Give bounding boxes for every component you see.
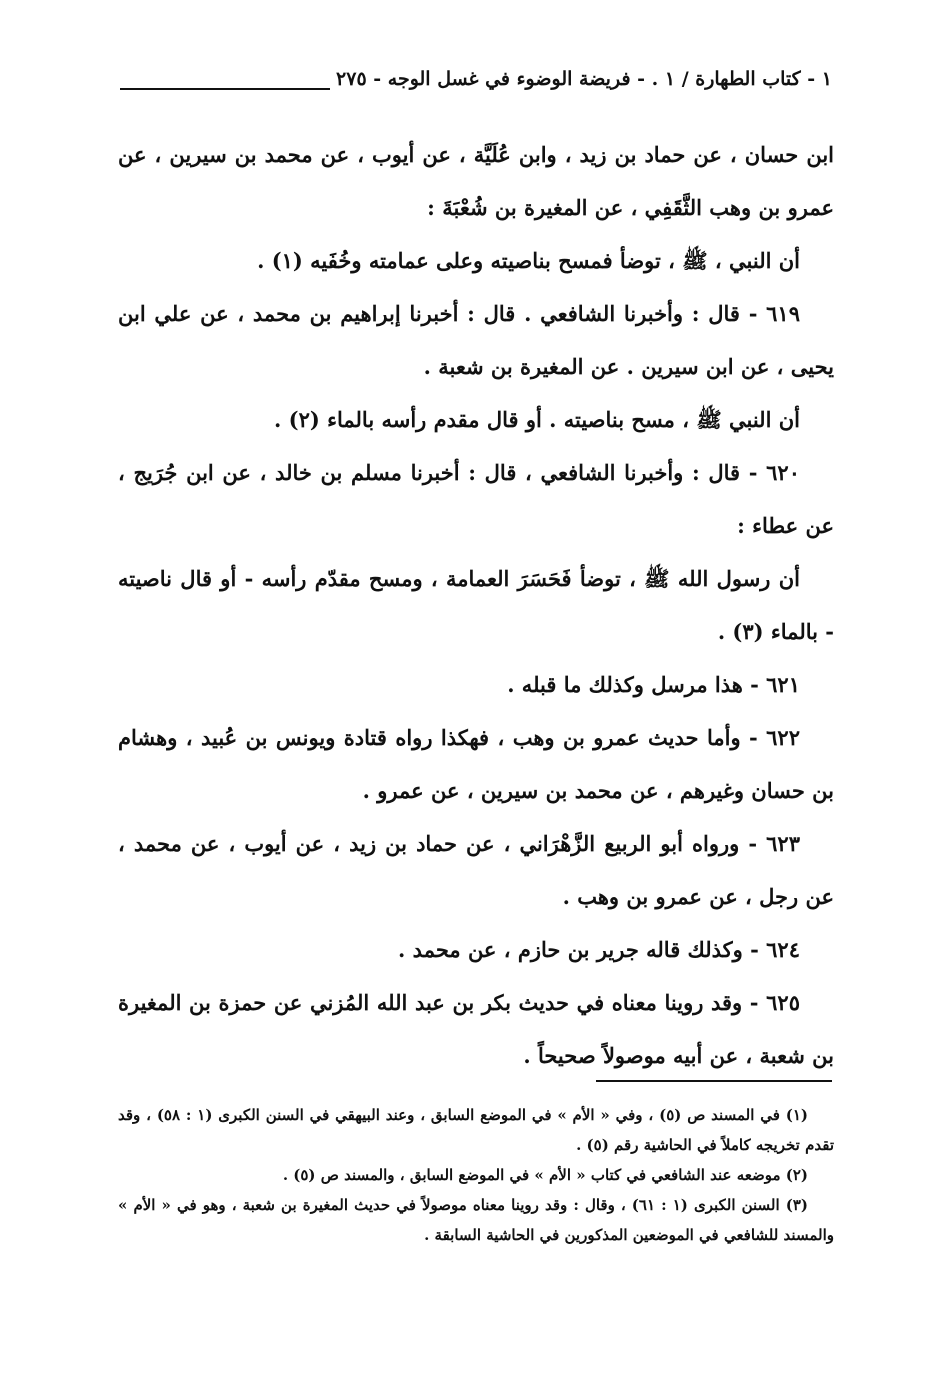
footnote: (١) في المسند ص (٥) ، وفي « الأم » في الموضع السابق ، وعند البيهقي في السنن الكبرى (١ : ٥٨) ، وقد تقدم تخريجه كاملاً في الحاشية رقم (٥) .: [118, 1106, 834, 1154]
footnote-rule: [596, 1080, 832, 1082]
header-rule: [120, 88, 330, 90]
paragraph: أن النبي ، ﷺ ، توضأ فمسح بناصيته وعلى عمامته وخُفَيه (١) .: [257, 248, 800, 273]
paragraph: أن النبي ﷺ ، مسح بناصيته . أو قال مقدم رأسه بالماء (٢) .: [274, 407, 800, 432]
paragraph: ٦٢٣ - ورواه أبو الربيع الزَّهْرَاني ، عن حماد بن زيد ، عن أيوب ، عن محمد ، عن رجل ، عن عمرو بن وهب .: [118, 831, 834, 909]
page-header: [120, 68, 832, 108]
paragraph: ٦٢٠ - قال : وأخبرنا الشافعي ، قال : أخبرنا مسلم بن خالد ، عن ابن جُرَيج ، عن عطاء :: [118, 460, 834, 538]
paragraph: أن رسول الله ﷺ ، توضأ فَحَسَرَ العمامة ، ومسح مقدّم رأسه - أو قال ناصيته - بالماء (٣) .: [118, 566, 834, 644]
footnotes: [118, 1100, 834, 1250]
paragraph: ٦٢٢ - وأما حديث عمرو بن وهب ، فهكذا رواه قتادة ويونس بن عُبيد ، وهشام بن حسان وغيرهم ، عن محمد بن سيرين ، عن عمرو .: [118, 725, 834, 803]
paragraph: ٦٢١ - هذا مرسل وكذلك ما قبله .: [507, 672, 800, 697]
paragraph: ٦٢٤ - وكذلك قاله جرير بن حازم ، عن محمد .: [398, 937, 800, 962]
footnote: (٣) السنن الكبرى (١ : ٦١) ، وقال : وقد روينا معناه موصولاً في حديث المغيرة بن شعبة ، وهو في « الأم » والمسند للشافعي في الموضعين المذكورين في الحاشية السابقة .: [118, 1196, 834, 1244]
paragraph: ٦٢٥ - وقد روينا معناه في حديث بكر بن عبد الله المُزني عن حمزة بن المغيرة بن شعبة ، عن أبيه موصولاً صحيحاً .: [118, 990, 834, 1068]
paragraph: ابن حسان ، عن حماد بن زيد ، وابن عُلَيَّة ، عن أيوب ، عن محمد بن سيرين ، عن عمرو بن وهب الثَّقَفِي ، عن المغيرة بن شُعْبَةَ :: [118, 142, 834, 220]
footnote: (٢) موضعه عند الشافعي في كتاب « الأم » في الموضع السابق ، والمسند ص (٥) .: [282, 1166, 808, 1184]
main-text: [118, 128, 834, 1082]
paragraph: ٦١٩ - قال : وأخبرنا الشافعي . قال : أخبرنا إبراهيم بن محمد ، عن علي ابن يحيى ، عن ابن سيرين . عن المغيرة بن شعبة .: [118, 301, 834, 379]
running-title: ١ - كتاب الطهارة / ١ . - فريضة الوضوء في غسل الوجه - ٢٧٥: [336, 68, 832, 90]
